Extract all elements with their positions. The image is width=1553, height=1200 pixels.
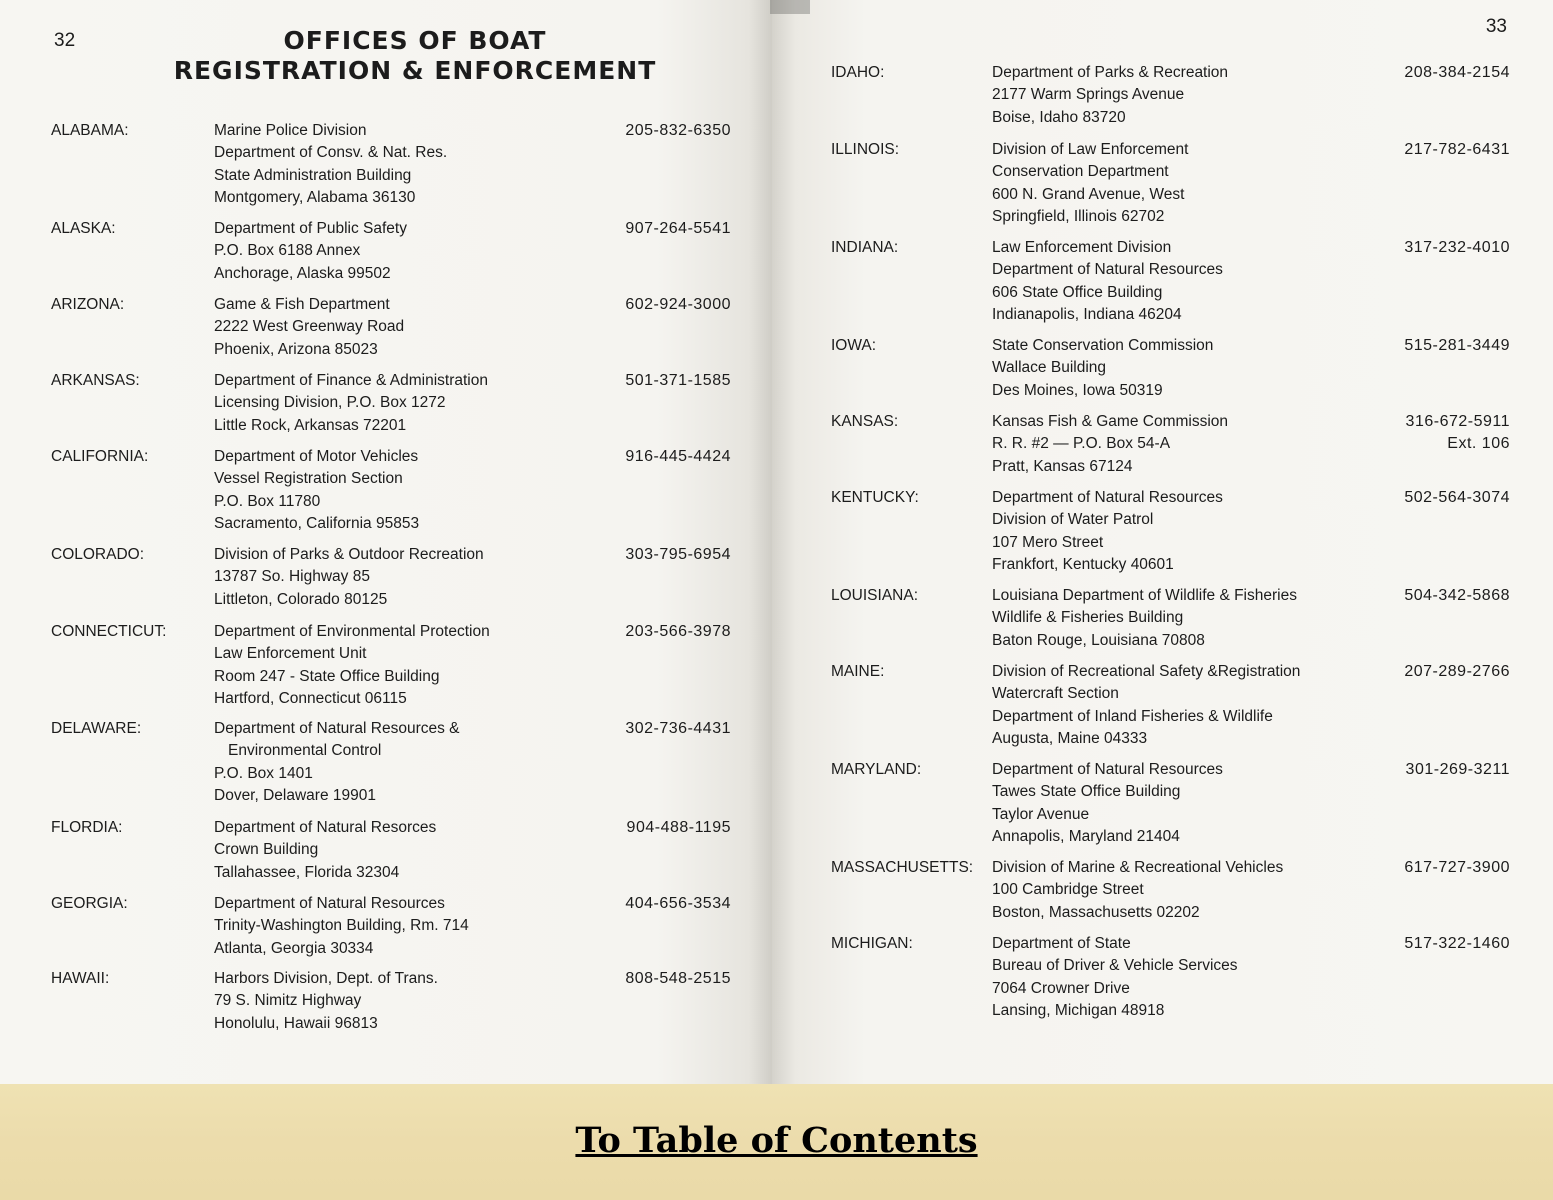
- address-line: Crown Building: [214, 841, 319, 859]
- address-line: Marine Police Division: [214, 122, 367, 139]
- address-line: Department of State: [992, 935, 1131, 952]
- address-line: Littleton, Colorado 80125: [214, 590, 388, 608]
- address-line: Conservation Department: [992, 163, 1169, 181]
- phone-line: 515-281-3449: [1404, 337, 1510, 354]
- state-label: MICHIGAN:: [831, 935, 913, 952]
- phone-line: 517-322-1460: [1404, 935, 1510, 952]
- phone-line: 907-264-5541: [625, 220, 731, 237]
- phone-number: [600, 893, 731, 915]
- address-line: Atlanta, Georgia 30334: [214, 939, 374, 957]
- office-address: [214, 718, 460, 808]
- state-label: KANSAS:: [831, 413, 899, 430]
- state-label: ARKANSAS:: [51, 372, 140, 389]
- address-line: Department of Natural Resources: [214, 895, 445, 912]
- phone-line: 501-371-1585: [625, 372, 731, 389]
- phone-line: 808-548-2515: [625, 970, 731, 987]
- office-address: [992, 139, 1188, 229]
- office-address: [992, 933, 1238, 1023]
- phone-line: 317-232-4010: [1404, 239, 1510, 256]
- page-title: [120, 26, 710, 86]
- address-line: Department of Parks & Recreation: [992, 64, 1229, 81]
- phone-line: 208-384-2154: [1404, 64, 1510, 81]
- office-address: [992, 857, 1283, 924]
- address-line: Department of Environmental Protection: [214, 623, 490, 640]
- phone-line: 207-289-2766: [1404, 663, 1510, 680]
- phone-number: [1370, 62, 1510, 84]
- address-line: Phoenix, Arizona 85023: [214, 340, 378, 358]
- state-label: MASSACHUSETTS:: [831, 859, 974, 876]
- address-line: Division of Parks & Outdoor Recreation: [214, 546, 484, 563]
- address-line: Department of Natural Resources: [992, 489, 1223, 506]
- state-label: ALASKA:: [51, 220, 116, 237]
- address-line: Pratt, Kansas 67124: [992, 457, 1133, 475]
- address-line: Department of Inland Fisheries & Wildlife: [992, 707, 1273, 725]
- state-label: INDIANA:: [831, 239, 899, 256]
- address-line: R. R. #2 — P.O. Box 54-A: [992, 435, 1171, 453]
- address-line: Department of Motor Vehicles: [214, 448, 419, 465]
- office-address: [992, 487, 1223, 577]
- phone-line: 602-924-3000: [625, 296, 731, 313]
- address-line: Division of Water Patrol: [992, 511, 1154, 529]
- address-line: Honolulu, Hawaii 96813: [214, 1014, 378, 1032]
- state-label: HAWAII:: [51, 970, 110, 987]
- office-address: [992, 62, 1228, 129]
- address-line: State Conservation Commission: [992, 337, 1214, 354]
- left-page-number: 32: [54, 30, 76, 51]
- address-line: 2222 West Greenway Road: [214, 318, 405, 336]
- phone-number: [600, 544, 731, 566]
- address-line: Sacramento, California 95853: [214, 515, 420, 533]
- phone-number: [1370, 857, 1510, 879]
- table-of-contents-link[interactable]: To Table of Contents: [575, 1120, 978, 1161]
- address-line: Louisiana Department of Wildlife & Fisheries: [992, 587, 1297, 604]
- state-label: FLORDIA:: [51, 819, 123, 836]
- phone-number: [1370, 487, 1510, 509]
- address-line: Boston, Massachusetts 02202: [992, 903, 1200, 921]
- address-line: Game & Fish Department: [214, 296, 390, 313]
- address-line: Anchorage, Alaska 99502: [214, 264, 391, 282]
- phone-line: 316-672-5911: [1405, 413, 1510, 430]
- address-line: Law Enforcement Unit: [214, 645, 367, 663]
- state-label: CALIFORNIA:: [51, 448, 149, 465]
- address-line: Trinity-Washington Building, Rm. 714: [214, 917, 469, 935]
- address-line: P.O. Box 6188 Annex: [214, 242, 361, 260]
- address-line: Harbors Division, Dept. of Trans.: [214, 970, 438, 987]
- phone-number: [1370, 139, 1510, 161]
- address-line: 606 State Office Building: [992, 283, 1163, 301]
- address-line: Boise, Idaho 83720: [992, 108, 1126, 126]
- phone-line: 916-445-4424: [625, 448, 731, 465]
- address-line: Licensing Division, P.O. Box 1272: [214, 394, 446, 412]
- address-line: State Administration Building: [214, 166, 412, 184]
- address-line: 79 S. Nimitz Highway: [214, 992, 362, 1010]
- state-label: GEORGIA:: [51, 895, 128, 912]
- address-line: Department of Public Safety: [214, 220, 407, 237]
- state-label: LOUISIANA:: [831, 587, 918, 604]
- address-line: 13787 So. Highway 85: [214, 568, 370, 586]
- phone-line: 205-832-6350: [625, 122, 731, 139]
- office-address: [992, 411, 1228, 478]
- state-label: DELAWARE:: [51, 720, 142, 737]
- address-line: Dover, Delaware 19901: [214, 787, 376, 805]
- address-line: Wallace Building: [992, 359, 1107, 377]
- phone-number: [600, 968, 731, 990]
- address-line: Room 247 - State Office Building: [214, 667, 440, 685]
- office-address: [214, 621, 490, 711]
- state-label: CONNECTICUT:: [51, 623, 167, 640]
- office-address: [214, 544, 484, 611]
- phone-number: [600, 817, 731, 839]
- phone-number: [600, 218, 731, 240]
- address-line: Department of Natural Resources: [992, 261, 1223, 279]
- address-line: Department of Natural Resorces: [214, 819, 437, 836]
- phone-number: [1370, 661, 1510, 683]
- office-address: [214, 893, 469, 960]
- address-line: Tallahassee, Florida 32304: [214, 863, 400, 881]
- phone-number: [600, 120, 731, 142]
- phone-number: [1370, 585, 1510, 607]
- state-label: ILLINOIS:: [831, 141, 900, 158]
- state-label: MAINE:: [831, 663, 885, 680]
- phone-line: 301-269-3211: [1405, 761, 1510, 778]
- address-line: P.O. Box 1401: [214, 764, 313, 782]
- address-line: Department of Finance & Administration: [214, 372, 488, 389]
- phone-number: [1370, 759, 1510, 781]
- state-label: ARIZONA:: [51, 296, 125, 313]
- phone-number: [600, 446, 731, 468]
- address-line: Kansas Fish & Game Commission: [992, 413, 1229, 430]
- title-line-1: OFFICES OF BOAT: [283, 26, 547, 55]
- phone-number: [1370, 933, 1510, 955]
- phone-number: [1370, 237, 1510, 259]
- gutter-shadow: [770, 0, 810, 14]
- phone-number: [600, 294, 731, 316]
- address-line: Frankfort, Kentucky 40601: [992, 556, 1174, 574]
- phone-line: 203-566-3978: [625, 623, 731, 640]
- address-line: 7064 Crowner Drive: [992, 979, 1130, 997]
- address-line: Baton Rouge, Louisiana 70808: [992, 631, 1205, 649]
- address-line: Watercraft Section: [992, 685, 1119, 703]
- address-line: Department of Natural Resources: [992, 761, 1223, 778]
- address-line: Division of Marine & Recreational Vehicles: [992, 859, 1284, 876]
- phone-line: 617-727-3900: [1404, 859, 1510, 876]
- address-line: Department of Natural Resources &: [214, 720, 460, 737]
- address-line: Montgomery, Alabama 36130: [214, 189, 416, 207]
- office-address: [992, 759, 1223, 849]
- address-line: Environmental Control: [228, 742, 382, 760]
- address-line: Department of Consv. & Nat. Res.: [214, 144, 448, 162]
- right-page-number: 33: [1485, 16, 1507, 37]
- state-label: MARYLAND:: [831, 761, 922, 778]
- address-line: Augusta, Maine 04333: [992, 730, 1148, 748]
- office-address: [992, 237, 1223, 327]
- phone-line: 217-782-6431: [1404, 141, 1510, 158]
- address-line: Hartford, Connecticut 06115: [214, 690, 407, 708]
- address-line: Little Rock, Arkansas 72201: [214, 416, 407, 434]
- address-line: 100 Cambridge Street: [992, 881, 1144, 899]
- phone-number: [600, 718, 731, 740]
- title-line-2: REGISTRATION & ENFORCEMENT: [173, 56, 657, 85]
- address-line: Lansing, Michigan 48918: [992, 1002, 1165, 1020]
- office-address: [214, 817, 436, 884]
- state-label: IOWA:: [831, 337, 877, 354]
- address-line: 600 N. Grand Avenue, West: [992, 185, 1185, 203]
- address-line: 2177 Warm Springs Avenue: [992, 86, 1185, 104]
- address-line: 107 Mero Street: [992, 533, 1104, 551]
- address-line: Wildlife & Fisheries Building: [992, 609, 1184, 627]
- state-label: COLORADO:: [51, 546, 145, 563]
- office-address: [214, 294, 404, 361]
- address-line: Division of Recreational Safety &Registration: [992, 663, 1301, 680]
- state-label: IDAHO:: [831, 64, 885, 81]
- address-line: Tawes State Office Building: [992, 783, 1181, 801]
- phone-line: Ext. 106: [1447, 435, 1510, 453]
- state-label: ALABAMA:: [51, 122, 129, 139]
- phone-line: 904-488-1195: [626, 819, 731, 836]
- office-address: [992, 335, 1213, 402]
- office-address: [992, 585, 1297, 652]
- phone-number: [600, 621, 731, 643]
- address-line: Taylor Avenue: [992, 805, 1090, 823]
- phone-number: [1370, 335, 1510, 357]
- address-line: Indianapolis, Indiana 46204: [992, 306, 1182, 324]
- address-line: Annapolis, Maryland 21404: [992, 828, 1180, 846]
- address-line: Law Enforcement Division: [992, 239, 1172, 256]
- office-address: [214, 120, 447, 210]
- office-address: [992, 661, 1300, 751]
- phone-number: [1370, 411, 1510, 456]
- state-label: KENTUCKY:: [831, 489, 919, 506]
- phone-line: 404-656-3534: [625, 895, 731, 912]
- address-line: Vessel Registration Section: [214, 470, 403, 488]
- address-line: P.O. Box 11780: [214, 492, 321, 510]
- phone-line: 504-342-5868: [1404, 587, 1510, 604]
- address-line: Des Moines, Iowa 50319: [992, 381, 1163, 399]
- office-address: [214, 446, 419, 536]
- phone-number: [600, 370, 731, 392]
- address-line: Bureau of Driver & Vehicle Services: [992, 957, 1238, 975]
- address-line: Division of Law Enforcement: [992, 141, 1189, 158]
- office-address: [214, 968, 438, 1035]
- office-address: [214, 370, 488, 437]
- phone-line: 502-564-3074: [1404, 489, 1510, 506]
- phone-line: 303-795-6954: [625, 546, 731, 563]
- phone-line: 302-736-4431: [625, 720, 731, 737]
- address-line: Springfield, Illinois 62702: [992, 208, 1165, 226]
- office-address: [214, 218, 407, 285]
